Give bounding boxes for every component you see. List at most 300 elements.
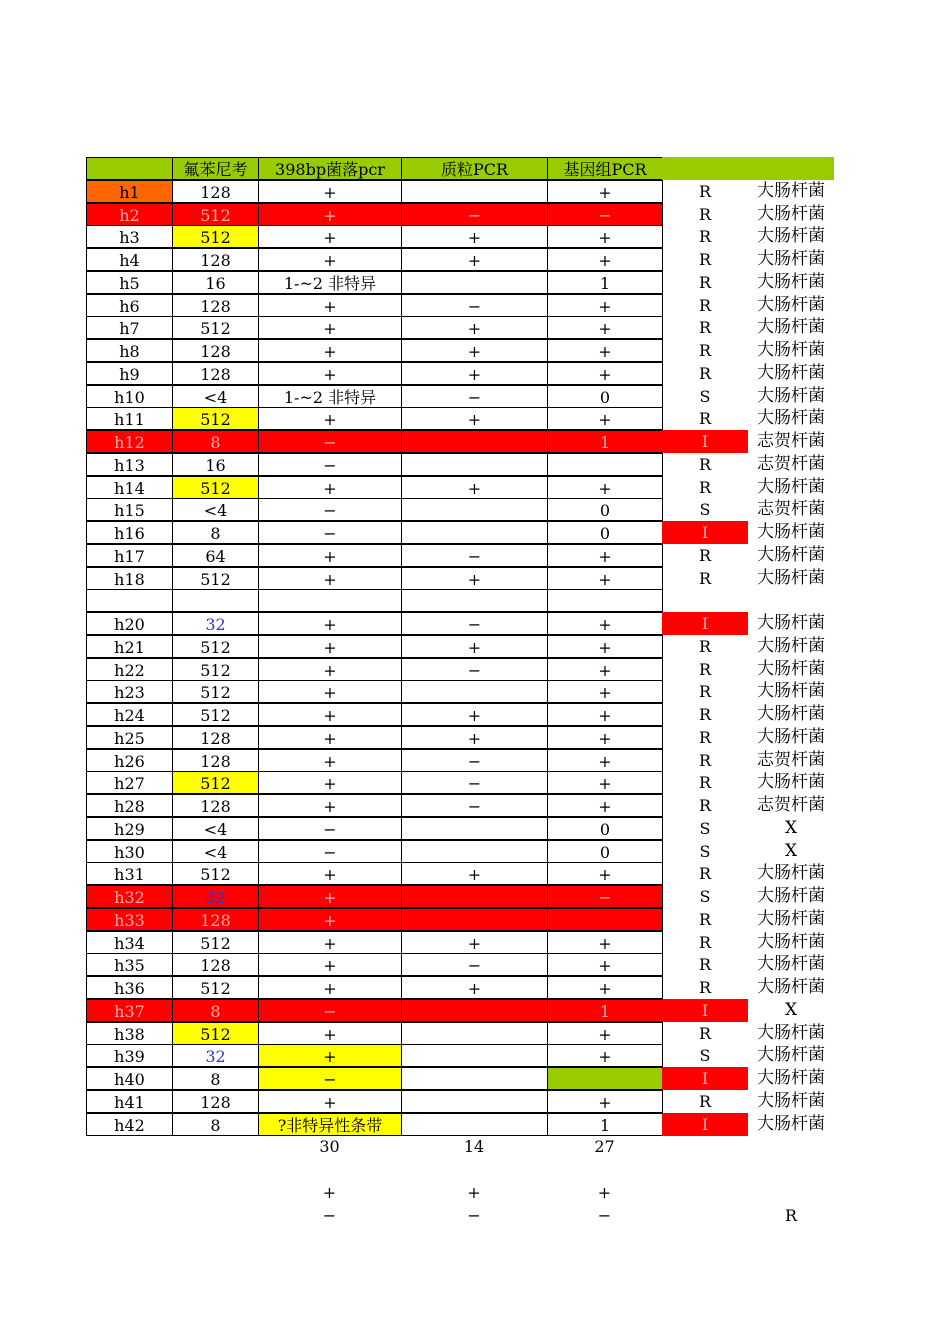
cell-genome-pcr: +: [547, 1090, 663, 1113]
cell-florfenicol: <4: [172, 817, 259, 840]
cell-phenotype: R: [698, 250, 712, 269]
cell-phenotype: I: [662, 521, 748, 544]
cell-colony-pcr: +: [258, 1022, 402, 1045]
header-sample-id: [86, 157, 173, 180]
cell-genome-pcr: −: [547, 885, 663, 908]
cell-plasmid-pcr: [401, 430, 548, 453]
cell-species: 志贺杆菌: [757, 453, 825, 474]
cell-species: 大肠杆菌: [757, 931, 825, 952]
cell-plasmid-pcr: −: [401, 294, 548, 317]
cell-colony-pcr: +: [258, 225, 402, 248]
cell-florfenicol: 512: [172, 225, 259, 248]
cell-genome-pcr: 1: [547, 999, 663, 1022]
cell-sample-id: h11: [86, 407, 173, 430]
cell-colony-pcr: +: [258, 294, 402, 317]
cell-phenotype: R: [698, 477, 712, 497]
cell-genome-pcr: +: [547, 476, 663, 499]
cell-florfenicol: 128: [172, 180, 259, 203]
cell-phenotype: R: [698, 705, 712, 724]
cell-sample-id: h30: [86, 840, 173, 863]
cell-florfenicol: 128: [172, 294, 259, 317]
cell-sample-id: h35: [86, 953, 173, 976]
cell-colony-pcr: +: [258, 680, 402, 703]
cell-florfenicol: 128: [172, 726, 259, 749]
cell-phenotype: R: [698, 636, 712, 656]
cell-phenotype: I: [662, 1067, 748, 1090]
cell-colony-pcr: +: [258, 908, 402, 931]
cell-colony-pcr: +: [258, 1090, 402, 1113]
cell-sample-id: h2: [86, 203, 173, 226]
cell-species: 大肠杆菌: [757, 954, 825, 975]
cell-phenotype: R: [698, 773, 712, 793]
cell-plasmid-pcr: −: [401, 612, 548, 635]
cell-sample-id: h32: [86, 885, 173, 908]
cell-species: 大肠杆菌: [757, 1090, 825, 1111]
cell-sample-id: h7: [86, 316, 173, 339]
cell-phenotype: R: [698, 181, 712, 201]
cell-phenotype: R: [698, 227, 712, 247]
cell-species: 大肠杆菌: [757, 1045, 825, 1066]
cell-phenotype: R: [698, 568, 712, 588]
cell-colony-pcr: +: [258, 976, 402, 999]
cell-genome-pcr: 1: [547, 1113, 663, 1136]
cell-sample-id: [86, 589, 173, 612]
cell-sample-id: h23: [86, 680, 173, 703]
cell-colony-pcr: −: [258, 498, 402, 521]
cell-species: 大肠杆菌: [757, 908, 825, 929]
total-colony-pcr: 30: [319, 1137, 340, 1157]
cell-plasmid-pcr: [401, 680, 548, 703]
cell-species: 大肠杆菌: [757, 726, 825, 747]
cell-species: 大肠杆菌: [757, 681, 825, 702]
cell-colony-pcr: +: [258, 476, 402, 499]
cell-plasmid-pcr: [401, 1022, 548, 1045]
cell-plasmid-pcr: [401, 1113, 548, 1136]
cell-florfenicol: 8: [172, 999, 259, 1022]
cell-phenotype: R: [698, 454, 712, 474]
cell-florfenicol: 512: [172, 976, 259, 999]
cell-sample-id: h18: [86, 567, 173, 590]
cell-plasmid-pcr: +: [401, 862, 548, 885]
cell-species: 大肠杆菌: [757, 1022, 825, 1043]
cell-genome-pcr: 1: [547, 271, 663, 294]
cell-species: 大肠杆菌: [757, 635, 825, 656]
cell-florfenicol: 512: [172, 567, 259, 590]
cell-sample-id: h1: [86, 180, 173, 203]
cell-plasmid-pcr: [401, 817, 548, 840]
cell-species: 大肠杆菌: [757, 340, 825, 360]
cell-florfenicol: 128: [172, 908, 259, 931]
cell-species: 大肠杆菌: [757, 886, 825, 906]
cell-colony-pcr: −: [258, 999, 402, 1022]
cell-colony-pcr: +: [258, 794, 402, 817]
cell-species: 志贺杆菌: [757, 499, 825, 520]
cell-sample-id: h33: [86, 908, 173, 931]
cell-plasmid-pcr: −: [401, 385, 548, 408]
cell-colony-pcr: +: [258, 339, 402, 362]
cell-plasmid-pcr: [401, 271, 548, 294]
cell-florfenicol: 64: [172, 544, 259, 567]
cell-colony-pcr: −: [258, 453, 402, 476]
cell-florfenicol: 512: [172, 635, 259, 658]
cell-plasmid-pcr: +: [401, 362, 548, 385]
cell-colony-pcr: +: [258, 1044, 402, 1067]
legend-minus-colony-pcr: −: [322, 1205, 337, 1225]
cell-colony-pcr: +: [258, 703, 402, 726]
cell-colony-pcr: +: [258, 635, 402, 658]
cell-colony-pcr: −: [258, 1067, 402, 1090]
cell-genome-pcr: 0: [547, 817, 663, 840]
cell-phenotype: I: [662, 999, 748, 1022]
cell-genome-pcr: +: [547, 976, 663, 999]
cell-florfenicol: <4: [172, 840, 259, 863]
cell-species: 大肠杆菌: [757, 772, 825, 793]
cell-sample-id: h5: [86, 271, 173, 294]
cell-genome-pcr: +: [547, 612, 663, 635]
legend-minus-plasmid-pcr: −: [467, 1205, 481, 1225]
cell-colony-pcr: +: [258, 544, 402, 567]
cell-phenotype: R: [698, 955, 712, 975]
cell-plasmid-pcr: −: [401, 658, 548, 681]
cell-florfenicol: 512: [172, 316, 259, 339]
cell-sample-id: h3: [86, 225, 173, 248]
cell-florfenicol: 8: [172, 430, 259, 453]
cell-phenotype: R: [698, 796, 712, 815]
cell-florfenicol: 16: [172, 271, 259, 294]
cell-sample-id: h24: [86, 703, 173, 726]
cell-genome-pcr: [547, 1067, 663, 1090]
cell-plasmid-pcr: [401, 840, 548, 863]
cell-plasmid-pcr: [401, 885, 548, 908]
cell-phenotype: R: [698, 659, 712, 679]
cell-genome-pcr: +: [547, 339, 663, 362]
cell-colony-pcr: +: [258, 407, 402, 430]
cell-genome-pcr: +: [547, 248, 663, 271]
cell-species: X: [784, 999, 798, 1020]
cell-phenotype: R: [698, 978, 712, 997]
cell-genome-pcr: +: [547, 180, 663, 203]
cell-plasmid-pcr: [401, 908, 548, 931]
cell-sample-id: h12: [86, 430, 173, 453]
cell-sample-id: h9: [86, 362, 173, 385]
cell-species: 大肠杆菌: [757, 180, 825, 201]
cell-colony-pcr: 1-~2 非特异: [258, 271, 402, 294]
cell-colony-pcr: +: [258, 749, 402, 772]
cell-species: 大肠杆菌: [757, 522, 825, 542]
cell-phenotype: [662, 589, 748, 612]
total-genome-pcr: 27: [594, 1137, 615, 1157]
cell-genome-pcr: +: [547, 1022, 663, 1045]
cell-sample-id: h27: [86, 771, 173, 794]
cell-sample-id: h28: [86, 794, 173, 817]
cell-florfenicol: 128: [172, 339, 259, 362]
cell-species: 大肠杆菌: [757, 226, 825, 247]
cell-florfenicol: 128: [172, 953, 259, 976]
cell-species: 志贺杆菌: [757, 795, 825, 815]
cell-sample-id: h29: [86, 817, 173, 840]
cell-genome-pcr: +: [547, 294, 663, 317]
cell-species: 大肠杆菌: [757, 203, 825, 224]
cell-florfenicol: 512: [172, 407, 259, 430]
cell-colony-pcr: +: [258, 658, 402, 681]
cell-species: 大肠杆菌: [757, 658, 825, 679]
cell-plasmid-pcr: +: [401, 476, 548, 499]
cell-plasmid-pcr: +: [401, 316, 548, 339]
cell-phenotype: I: [662, 430, 748, 453]
cell-plasmid-pcr: +: [401, 248, 548, 271]
cell-florfenicol: 512: [172, 862, 259, 885]
cell-plasmid-pcr: +: [401, 703, 548, 726]
cell-sample-id: h22: [86, 658, 173, 681]
cell-species: 大肠杆菌: [757, 863, 825, 884]
cell-plasmid-pcr: +: [401, 567, 548, 590]
cell-florfenicol: 512: [172, 680, 259, 703]
cell-colony-pcr: +: [258, 771, 402, 794]
cell-species: 大肠杆菌: [757, 385, 825, 406]
cell-colony-pcr: [258, 589, 402, 612]
cell-phenotype: R: [698, 363, 712, 383]
cell-plasmid-pcr: −: [401, 771, 548, 794]
cell-florfenicol: 128: [172, 1090, 259, 1113]
cell-sample-id: h8: [86, 339, 173, 362]
cell-phenotype: S: [699, 1046, 711, 1066]
header-species: [748, 157, 834, 180]
cell-plasmid-pcr: −: [401, 203, 548, 226]
cell-florfenicol: 512: [172, 658, 259, 681]
cell-colony-pcr: 1-~2 非特异: [258, 385, 402, 408]
cell-colony-pcr: +: [258, 612, 402, 635]
cell-species: 大肠杆菌: [757, 544, 825, 565]
cell-florfenicol: 512: [172, 703, 259, 726]
legend-plus-colony-pcr: +: [322, 1182, 337, 1202]
cell-colony-pcr: +: [258, 203, 402, 226]
cell-colony-pcr: +: [258, 180, 402, 203]
header-florfenicol: 氟苯尼考: [172, 157, 259, 180]
cell-colony-pcr: +: [258, 362, 402, 385]
cell-genome-pcr: +: [547, 225, 663, 248]
cell-colony-pcr: ?非特异性条带: [258, 1113, 402, 1136]
cell-florfenicol: 8: [172, 1067, 259, 1090]
cell-genome-pcr: +: [547, 658, 663, 681]
cell-genome-pcr: +: [547, 680, 663, 703]
cell-genome-pcr: 0: [547, 498, 663, 521]
cell-genome-pcr: 0: [547, 521, 663, 544]
cell-species: 大肠杆菌: [757, 294, 825, 315]
cell-phenotype: R: [698, 909, 712, 929]
cell-florfenicol: 32: [172, 1044, 259, 1067]
cell-florfenicol: [172, 589, 259, 612]
cell-colony-pcr: +: [258, 885, 402, 908]
cell-phenotype: R: [698, 545, 712, 565]
cell-plasmid-pcr: [401, 453, 548, 476]
cell-species: 志贺杆菌: [757, 431, 825, 451]
cell-florfenicol: <4: [172, 498, 259, 521]
cell-genome-pcr: +: [547, 635, 663, 658]
cell-genome-pcr: +: [547, 703, 663, 726]
cell-genome-pcr: −: [547, 203, 663, 226]
cell-colony-pcr: +: [258, 862, 402, 885]
cell-phenotype: S: [699, 887, 711, 906]
cell-species: 大肠杆菌: [757, 362, 825, 383]
cell-species: 大肠杆菌: [757, 249, 825, 269]
cell-plasmid-pcr: +: [401, 726, 548, 749]
cell-plasmid-pcr: [401, 180, 548, 203]
header-phenotype: [662, 157, 748, 180]
cell-plasmid-pcr: −: [401, 544, 548, 567]
cell-plasmid-pcr: [401, 1090, 548, 1113]
cell-florfenicol: 128: [172, 794, 259, 817]
cell-florfenicol: 512: [172, 1022, 259, 1045]
cell-colony-pcr: −: [258, 840, 402, 863]
cell-plasmid-pcr: −: [401, 749, 548, 772]
cell-phenotype: S: [699, 386, 711, 406]
cell-genome-pcr: 0: [547, 840, 663, 863]
cell-florfenicol: 32: [172, 885, 259, 908]
cell-phenotype: R: [698, 318, 712, 338]
cell-plasmid-pcr: [401, 1044, 548, 1067]
cell-florfenicol: <4: [172, 385, 259, 408]
cell-genome-pcr: +: [547, 794, 663, 817]
cell-genome-pcr: +: [547, 862, 663, 885]
cell-genome-pcr: [547, 589, 663, 612]
cell-genome-pcr: +: [547, 544, 663, 567]
cell-sample-id: h40: [86, 1067, 173, 1090]
cell-genome-pcr: +: [547, 771, 663, 794]
cell-phenotype: S: [699, 818, 711, 838]
cell-phenotype: I: [662, 1113, 748, 1136]
cell-sample-id: h25: [86, 726, 173, 749]
cell-phenotype: R: [698, 204, 712, 224]
cell-colony-pcr: +: [258, 726, 402, 749]
cell-plasmid-pcr: [401, 999, 548, 1022]
cell-sample-id: h41: [86, 1090, 173, 1113]
cell-sample-id: h10: [86, 385, 173, 408]
cell-genome-pcr: [547, 908, 663, 931]
legend-r: R: [784, 1205, 798, 1225]
cell-phenotype: I: [662, 612, 748, 635]
cell-genome-pcr: [547, 453, 663, 476]
cell-phenotype: R: [698, 1091, 712, 1111]
cell-colony-pcr: +: [258, 248, 402, 271]
cell-phenotype: R: [698, 341, 712, 360]
cell-species: 大肠杆菌: [757, 704, 825, 724]
cell-plasmid-pcr: +: [401, 225, 548, 248]
cell-florfenicol: 8: [172, 521, 259, 544]
cell-florfenicol: 512: [172, 203, 259, 226]
cell-sample-id: h17: [86, 544, 173, 567]
cell-colony-pcr: +: [258, 567, 402, 590]
cell-sample-id: h36: [86, 976, 173, 999]
cell-sample-id: h20: [86, 612, 173, 635]
cell-sample-id: h34: [86, 931, 173, 954]
cell-phenotype: S: [699, 500, 711, 520]
cell-sample-id: h21: [86, 635, 173, 658]
cell-genome-pcr: +: [547, 407, 663, 430]
cell-species: 大肠杆菌: [757, 476, 825, 497]
cell-phenotype: S: [699, 841, 711, 861]
cell-colony-pcr: +: [258, 931, 402, 954]
cell-species: 大肠杆菌: [757, 977, 825, 997]
legend-plus-genome-pcr: +: [597, 1182, 612, 1202]
cell-phenotype: R: [698, 864, 712, 884]
cell-colony-pcr: −: [258, 430, 402, 453]
header-genome-pcr: 基因组PCR: [547, 157, 663, 180]
cell-species: [748, 589, 834, 612]
cell-genome-pcr: +: [547, 726, 663, 749]
cell-genome-pcr: 1: [547, 430, 663, 453]
cell-species: 大肠杆菌: [757, 408, 825, 429]
cell-florfenicol: 512: [172, 476, 259, 499]
cell-sample-id: h16: [86, 521, 173, 544]
cell-florfenicol: 8: [172, 1113, 259, 1136]
cell-species: X: [784, 840, 798, 861]
cell-plasmid-pcr: [401, 498, 548, 521]
cell-sample-id: h39: [86, 1044, 173, 1067]
total-plasmid-pcr: 14: [463, 1137, 485, 1157]
cell-species: X: [784, 817, 798, 838]
cell-sample-id: h14: [86, 476, 173, 499]
cell-phenotype: R: [698, 750, 712, 770]
cell-florfenicol: 512: [172, 771, 259, 794]
cell-species: 大肠杆菌: [757, 1113, 825, 1134]
cell-genome-pcr: +: [547, 953, 663, 976]
cell-sample-id: h6: [86, 294, 173, 317]
cell-sample-id: h15: [86, 498, 173, 521]
cell-phenotype: R: [698, 932, 712, 952]
cell-plasmid-pcr: +: [401, 976, 548, 999]
cell-plasmid-pcr: +: [401, 635, 548, 658]
legend-minus-genome-pcr: −: [597, 1205, 612, 1225]
cell-genome-pcr: +: [547, 316, 663, 339]
cell-plasmid-pcr: +: [401, 407, 548, 430]
cell-plasmid-pcr: +: [401, 339, 548, 362]
cell-species: 大肠杆菌: [757, 1068, 825, 1088]
cell-florfenicol: 16: [172, 453, 259, 476]
cell-phenotype: R: [698, 409, 712, 429]
cell-sample-id: h13: [86, 453, 173, 476]
cell-genome-pcr: +: [547, 362, 663, 385]
cell-sample-id: h42: [86, 1113, 173, 1136]
header-plasmid-pcr: 质粒PCR: [401, 157, 548, 180]
legend-plus-plasmid-pcr: +: [467, 1182, 481, 1202]
cell-phenotype: R: [698, 727, 712, 747]
cell-species: 大肠杆菌: [757, 567, 825, 588]
cell-genome-pcr: +: [547, 567, 663, 590]
cell-florfenicol: 128: [172, 248, 259, 271]
cell-sample-id: h31: [86, 862, 173, 885]
cell-plasmid-pcr: −: [401, 794, 548, 817]
cell-phenotype: R: [698, 682, 712, 702]
cell-species: 大肠杆菌: [757, 317, 825, 338]
cell-sample-id: h37: [86, 999, 173, 1022]
cell-genome-pcr: +: [547, 1044, 663, 1067]
cell-florfenicol: 32: [172, 612, 259, 635]
cell-species: 大肠杆菌: [757, 271, 825, 292]
cell-florfenicol: 512: [172, 931, 259, 954]
cell-species: 大肠杆菌: [757, 613, 825, 633]
cell-sample-id: h38: [86, 1022, 173, 1045]
cell-plasmid-pcr: [401, 1067, 548, 1090]
cell-species: 志贺杆菌: [757, 749, 825, 770]
cell-florfenicol: 128: [172, 749, 259, 772]
cell-plasmid-pcr: [401, 589, 548, 612]
cell-phenotype: R: [698, 1023, 712, 1043]
cell-plasmid-pcr: [401, 521, 548, 544]
cell-plasmid-pcr: +: [401, 931, 548, 954]
cell-genome-pcr: 0: [547, 385, 663, 408]
cell-colony-pcr: −: [258, 817, 402, 840]
cell-genome-pcr: +: [547, 749, 663, 772]
